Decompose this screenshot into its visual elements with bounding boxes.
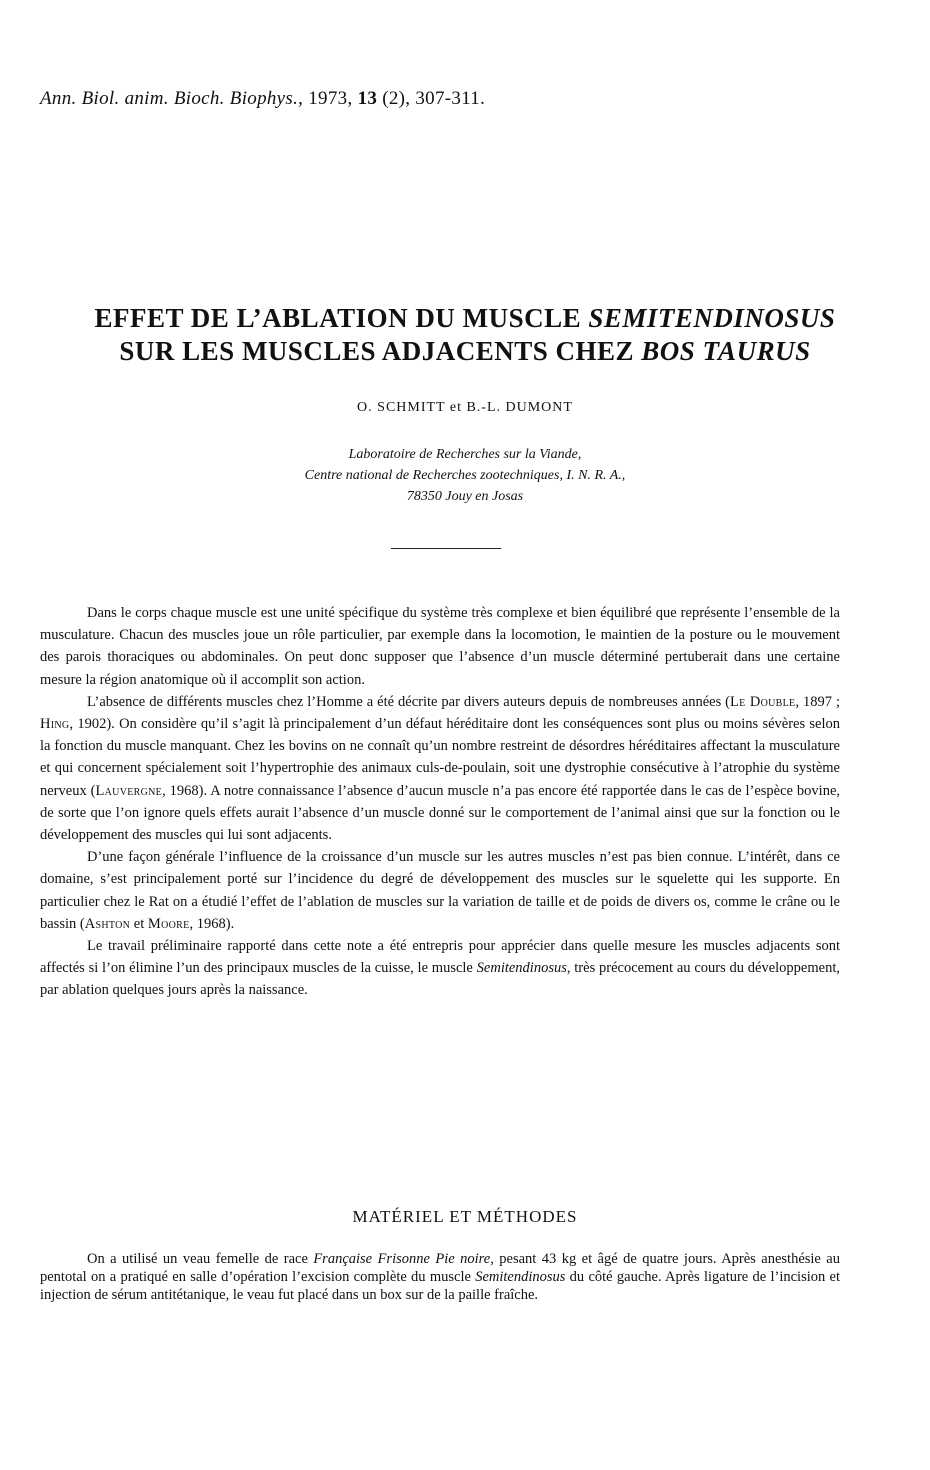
- p3-text-b: et: [130, 915, 148, 932]
- journal-year: , 1973,: [298, 88, 358, 109]
- paragraph-4: [40, 935, 840, 1002]
- p3-text-a: D’une façon générale l’influence de la croissance d’un muscle sur les autres muscles n’est pas bien connue. L’intérêt, dans ce domaine, s’est principalement porté sur l’incidence du degré de développement des muscles sur le squelette qui les supporte. En particulier chez le Rat on a étudié l’effet de l’ablation de muscles sur la variation de taille et de poids de divers os, comme le crâne ou le bassin (: [40, 849, 840, 932]
- paragraph-2: [40, 691, 840, 846]
- section-heading: MATÉRIEL ET MÉTHODES: [352, 1207, 578, 1226]
- paragraph-3: [40, 846, 840, 935]
- citation-le-double: Le Double: [730, 693, 796, 710]
- title-line-2-text: SUR LES MUSCLES ADJACENTS CHEZ: [119, 336, 642, 366]
- affiliation-line-2: Centre national de Recherches zootechniques, I. N. R. A.,: [304, 468, 626, 483]
- introduction-body: [40, 602, 840, 1002]
- methods-text-b: , pesant 43 kg et âgé de quatre jours. Après anesthésie au pentotal on a pratiqué en salle d’opération l’excision complète du muscle: [40, 1251, 840, 1285]
- citation-lauvergne: Lauvergne: [95, 782, 163, 799]
- p4-species: Semitendinosus: [476, 960, 567, 977]
- citation-hing: Hing: [40, 716, 70, 733]
- title-line-1-species: SEMITENDINOSUS: [588, 303, 836, 333]
- p3-text-c: , 1968).: [189, 915, 235, 932]
- affiliation: [0, 444, 930, 507]
- p2-text-b: , 1897 ;: [795, 693, 840, 710]
- methods-paragraph: [40, 1250, 840, 1304]
- methods-text-c: du côté gauche. Après ligature de l’incision et injection de sérum antitétanique, le veau fut placé dans un box sur de la paille fraîche.: [40, 1269, 840, 1303]
- journal-citation: [40, 88, 485, 110]
- p4-text-a: Le travail préliminaire rapporté dans cette note a été entrepris pour apprécier dans quelle mesure les muscles adjacents sont affectés si l’on élimine l’un des principaux muscles de la cuisse, le muscle: [40, 938, 840, 977]
- citation-moore: Moore: [147, 915, 190, 932]
- title-line-2-species: BOS TAURUS: [641, 336, 811, 366]
- p4-text-b: , très précocement au cours du développement, par ablation quelques jours après la naissance.: [40, 960, 840, 999]
- methods-breed: Française Frisonne Pie noire: [313, 1251, 491, 1267]
- affiliation-line-3: 78350 Jouy en Josas: [406, 489, 524, 504]
- paragraph-1: Dans le corps chaque muscle est une unité spécifique du système très complexe et bien équilibré que représente l’ensemble de la musculature. Chacun des muscles joue un rôle particulier, par exemple dans la locomotion, le maintien de la posture ou le mouvement des parois thoraciques ou abdominales. On peut donc supposer que l’absence d’un muscle déterminé pertuberait dans une certaine mesure la région anatomique où il accomplit son action.: [40, 605, 840, 688]
- affiliation-line-1: Laboratoire de Recherches sur la Viande,: [348, 447, 582, 462]
- methods-body: [40, 1250, 840, 1304]
- journal-volume: 13: [357, 88, 378, 109]
- title-line-1-text: EFFET DE L’ABLATION DU MUSCLE: [94, 303, 589, 333]
- methods-text-a: On a utilisé un veau femelle de race: [87, 1251, 314, 1267]
- journal-name: Ann. Biol. anim. Bioch. Biophys.: [40, 88, 299, 109]
- methods-species: Semitendinosus: [475, 1269, 566, 1285]
- authors: O. SCHMITT et B.-L. DUMONT: [357, 400, 573, 415]
- p2-text-d: , 1968). A notre connaissance l’absence d’aucun muscle n’a pas encore été rapportée dans le cas de l’espèce bovine, de sorte que l’on ignore quels effets aurait l’absence d’un muscle donné sur le comportement de l’animal ainsi que sur la fonction ou le développement des muscles qui lui sont adjacents.: [40, 782, 841, 844]
- title-line-2: [0, 335, 930, 368]
- separator-rule: [391, 548, 501, 549]
- citation-ashton: Ashton: [84, 915, 131, 932]
- p2-text-c: , 1902). On considère qu’il s’agit là principalement d’un défaut héréditaire dont les conséquences sont plus ou moins sévères selon la fonction du muscle manquant. Chez les bovins on ne connaît qu’un nombre restreint de désordres héréditaires affectant la musculature et qui concernent spécialement soit l’hypertrophie des animaux culs-de-poulain, soit une dystrophie consécutive à l’atrophie du système nerveux (: [40, 716, 840, 799]
- p2-text-a: L’absence de différents muscles chez l’Homme a été décrite par divers auteurs depuis de nombreuses années (: [87, 693, 731, 710]
- title-line-1: [0, 302, 930, 335]
- article-title: [0, 302, 930, 368]
- journal-issue-pages: (2), 307-311.: [377, 88, 486, 109]
